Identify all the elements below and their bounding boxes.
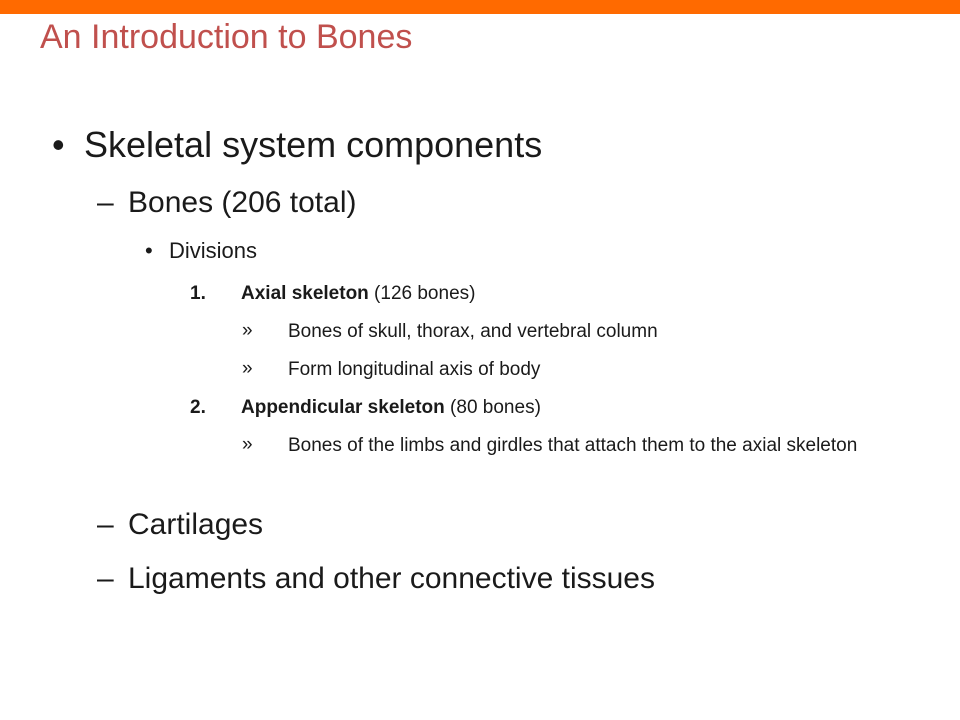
- item-text: Bones (206 total): [128, 186, 357, 219]
- item-text: Cartilages: [128, 508, 264, 541]
- item-detail: (126 bones): [368, 283, 476, 304]
- dash-icon: –: [97, 508, 114, 541]
- item-text: Divisions: [169, 238, 258, 263]
- bullet-icon: •: [52, 124, 65, 165]
- item-text: Bones of the limbs and girdles that attach them to the axial skeleton: [288, 435, 858, 456]
- item-text: Bones of skull, thorax, and vertebral column: [288, 321, 658, 342]
- number-marker: 2.: [190, 397, 206, 418]
- number-marker: 1.: [190, 283, 206, 304]
- top-accent-bar: [0, 0, 960, 14]
- bullet-text: Skeletal system components: [84, 124, 543, 165]
- slide-title: An Introduction to Bones: [40, 18, 413, 56]
- sub-marker-icon: »: [242, 358, 253, 379]
- item-text: [241, 283, 475, 305]
- dash-icon: –: [97, 186, 114, 219]
- sub-marker-icon: »: [242, 434, 253, 455]
- item-name: Appendicular skeleton: [241, 397, 445, 418]
- item-text: Form longitudinal axis of body: [288, 359, 541, 380]
- dash-icon: –: [97, 562, 114, 595]
- item-detail: (80 bones): [444, 397, 541, 418]
- sub-marker-icon: »: [242, 320, 253, 341]
- item-name: Axial skeleton: [241, 283, 369, 304]
- bullet-icon: •: [145, 238, 153, 263]
- item-text: Ligaments and other connective tissues: [128, 562, 655, 595]
- item-text: [241, 397, 541, 419]
